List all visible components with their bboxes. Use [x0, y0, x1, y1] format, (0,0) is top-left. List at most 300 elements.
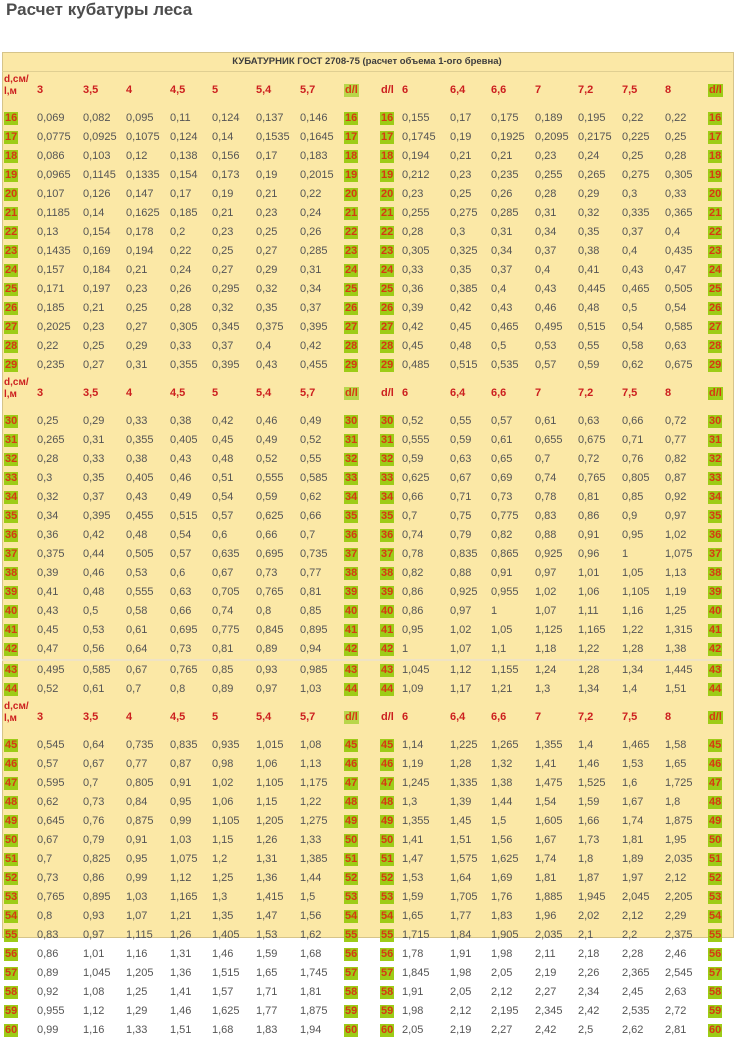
- volume-cell: 0,805: [126, 777, 154, 789]
- volume-cell: 1,105: [212, 815, 240, 827]
- volume-cell: 1,67: [535, 834, 557, 846]
- volume-cell: 0,375: [256, 321, 284, 333]
- volume-cell: 0,185: [170, 207, 198, 219]
- diameter-badge: 60: [709, 1024, 722, 1036]
- volume-cell: 0,66: [622, 415, 644, 427]
- volume-cell: 0,97: [256, 683, 278, 695]
- volume-cell: 0,865: [491, 548, 519, 560]
- volume-cell: 0,48: [126, 529, 148, 541]
- volume-cell: 0,14: [212, 131, 234, 143]
- volume-cell: 2,035: [665, 853, 693, 865]
- volume-cell: 0,5: [83, 605, 99, 617]
- volume-cell: 1,87: [578, 872, 600, 884]
- volume-cell: 1,59: [256, 948, 278, 960]
- volume-cell: 0,33: [126, 415, 148, 427]
- table-row: [2, 412, 732, 431]
- volume-cell: 2,535: [622, 1005, 650, 1017]
- diameter-badge: 36: [381, 529, 394, 541]
- volume-cell: 0,29: [83, 415, 105, 427]
- volume-cell: 0,24: [300, 207, 322, 219]
- volume-cell: 1,355: [535, 739, 563, 751]
- volume-cell: 1,57: [212, 986, 234, 998]
- diameter-badge: 34: [345, 491, 358, 503]
- volume-cell: 0,82: [402, 567, 424, 579]
- diameter-badge: 19: [709, 169, 722, 181]
- volume-cell: 1,83: [256, 1024, 278, 1036]
- volume-cell: 1,2: [212, 853, 228, 865]
- volume-cell: 0,25: [256, 226, 278, 238]
- table-row: [2, 1002, 732, 1021]
- volume-cell: 0,0775: [37, 131, 71, 143]
- volume-cell: 0,25: [37, 415, 59, 427]
- volume-cell: 0,1625: [126, 207, 160, 219]
- volume-cell: 0,495: [37, 664, 65, 676]
- diameter-badge: 19: [381, 169, 394, 181]
- volume-cell: 0,35: [578, 226, 600, 238]
- volume-cell: 0,555: [402, 434, 430, 446]
- volume-cell: 0,66: [402, 491, 424, 503]
- volume-cell: 1,5: [300, 891, 316, 903]
- volume-cell: 0,194: [402, 150, 430, 162]
- volume-cell: 0,212: [402, 169, 430, 181]
- table-row: [2, 659, 732, 680]
- volume-cell: 0,625: [256, 510, 284, 522]
- volume-cell: 0,48: [83, 586, 105, 598]
- volume-cell: 0,22: [300, 188, 322, 200]
- table-row: [2, 356, 732, 375]
- volume-cell: 1,41: [402, 834, 424, 846]
- volume-cell: 0,395: [212, 359, 240, 371]
- volume-cell: 1,41: [535, 758, 557, 770]
- volume-cell: 0,67: [126, 664, 148, 676]
- volume-cell: 0,38: [126, 453, 148, 465]
- diameter-badge: 48: [381, 796, 394, 808]
- volume-cell: 0,445: [578, 283, 606, 295]
- volume-cell: 0,92: [37, 986, 59, 998]
- dl-label: d/l: [381, 711, 394, 723]
- volume-cell: 2,545: [665, 967, 693, 979]
- volume-cell: 1,02: [450, 624, 472, 636]
- diameter-badge: 32: [345, 453, 358, 465]
- volume-cell: 0,34: [300, 283, 322, 295]
- volume-cell: 0,765: [578, 472, 606, 484]
- volume-cell: 1,91: [450, 948, 472, 960]
- diameter-badge: 43: [345, 664, 358, 676]
- table-row: [2, 431, 732, 450]
- volume-cell: 0,495: [535, 321, 563, 333]
- diameter-badge: 24: [709, 264, 722, 276]
- length-header: 5,7: [300, 387, 316, 399]
- volume-cell: 0,46: [256, 415, 278, 427]
- volume-cell: 0,22: [37, 340, 59, 352]
- volume-cell: 0,58: [622, 340, 644, 352]
- volume-cell: 2,1: [578, 929, 594, 941]
- length-header: 4: [126, 84, 133, 96]
- volume-cell: 0,25: [212, 245, 234, 257]
- volume-cell: 0,455: [126, 510, 154, 522]
- volume-cell: 2,5: [578, 1024, 594, 1036]
- volume-cell: 0,405: [170, 434, 198, 446]
- volume-cell: 0,28: [665, 150, 687, 162]
- length-header: 3,5: [83, 84, 99, 96]
- volume-cell: 0,4: [622, 245, 638, 257]
- volume-cell: 0,107: [37, 188, 65, 200]
- diameter-badge: 46: [709, 758, 722, 770]
- volume-cell: 0,59: [450, 434, 472, 446]
- diameter-badge: 54: [381, 910, 394, 922]
- volume-cell: 0,31: [126, 359, 148, 371]
- length-header: 6: [402, 711, 409, 723]
- volume-cell: 0,37: [622, 226, 644, 238]
- volume-cell: 1,165: [578, 624, 606, 636]
- volume-cell: 0,8: [256, 605, 272, 617]
- volume-cell: 0,23: [450, 169, 472, 181]
- volume-cell: 1,65: [256, 967, 278, 979]
- diameter-badge: 40: [709, 605, 722, 617]
- volume-cell: 0,73: [491, 491, 513, 503]
- volume-cell: 1,17: [450, 683, 472, 695]
- volume-cell: 0,225: [622, 131, 650, 143]
- volume-cell: 0,23: [83, 321, 105, 333]
- volume-cell: 0,92: [665, 491, 687, 503]
- diameter-badge: 47: [709, 777, 722, 789]
- volume-cell: 0,12: [126, 150, 148, 162]
- diameter-badge: 53: [709, 891, 722, 903]
- volume-cell: 0,31: [300, 264, 322, 276]
- volume-cell: 0,7: [126, 683, 142, 695]
- diameter-badge: 20: [381, 188, 394, 200]
- diameter-badge: 52: [709, 872, 722, 884]
- volume-cell: 0,75: [450, 510, 472, 522]
- diameter-badge: 29: [345, 359, 358, 371]
- volume-cell: 0,555: [256, 472, 284, 484]
- volume-cell: 0,29: [578, 188, 600, 200]
- volume-cell: 0,154: [83, 226, 111, 238]
- volume-cell: 1,98: [491, 948, 513, 960]
- diameter-badge: 56: [709, 948, 722, 960]
- volume-cell: 1,05: [622, 567, 644, 579]
- volume-cell: 0,29: [256, 264, 278, 276]
- volume-cell: 0,42: [450, 302, 472, 314]
- volume-cell: 1,475: [535, 777, 563, 789]
- diameter-badge: 22: [381, 226, 394, 238]
- volume-cell: 1,35: [212, 910, 234, 922]
- volume-cell: 0,17: [256, 150, 278, 162]
- table-row: [2, 812, 732, 831]
- volume-cell: 0,5: [622, 302, 638, 314]
- volume-cell: 1,015: [256, 739, 284, 751]
- volume-cell: 0,57: [535, 359, 557, 371]
- volume-cell: 0,355: [170, 359, 198, 371]
- volume-cell: 1,745: [300, 967, 328, 979]
- volume-cell: 1,98: [450, 967, 472, 979]
- diameter-badge: 38: [345, 567, 358, 579]
- volume-cell: 1,725: [665, 777, 693, 789]
- volume-cell: 0,095: [126, 112, 154, 124]
- volume-cell: 0,765: [256, 586, 284, 598]
- volume-cell: 1,575: [450, 853, 478, 865]
- volume-cell: 1,74: [622, 815, 644, 827]
- volume-cell: 1,51: [450, 834, 472, 846]
- diameter-badge: 44: [381, 683, 394, 695]
- diameter-badge: 38: [5, 567, 18, 579]
- diameter-badge: 37: [381, 548, 394, 560]
- volume-cell: 0,73: [83, 796, 105, 808]
- dl-label: d/l: [709, 711, 722, 723]
- volume-cell: 1,175: [300, 777, 328, 789]
- volume-cell: 0,62: [622, 359, 644, 371]
- volume-cell: 0,595: [37, 777, 65, 789]
- volume-cell: 0,81: [578, 491, 600, 503]
- volume-cell: 0,32: [256, 283, 278, 295]
- volume-cell: 0,86: [83, 872, 105, 884]
- volume-cell: 0,61: [535, 415, 557, 427]
- volume-cell: 1,69: [491, 872, 513, 884]
- table-row: [2, 166, 732, 185]
- volume-cell: 0,38: [170, 415, 192, 427]
- volume-cell: 0,515: [170, 510, 198, 522]
- volume-cell: 1,14: [402, 739, 424, 751]
- length-header: 5,4: [256, 711, 272, 723]
- volume-cell: 0,58: [126, 605, 148, 617]
- volume-cell: 1,77: [256, 1005, 278, 1017]
- volume-cell: 1,515: [212, 967, 240, 979]
- volume-cell: 0,465: [491, 321, 519, 333]
- volume-cell: 0,184: [83, 264, 111, 276]
- volume-cell: 0,275: [450, 207, 478, 219]
- diameter-badge: 41: [709, 624, 722, 636]
- volume-cell: 0,0965: [37, 169, 71, 181]
- diameter-badge: 55: [5, 929, 18, 941]
- volume-cell: 0,3: [450, 226, 466, 238]
- volume-cell: 1,46: [578, 758, 600, 770]
- volume-cell: 0,173: [212, 169, 240, 181]
- volume-cell: 0,9: [622, 510, 638, 522]
- volume-cell: 1,77: [450, 910, 472, 922]
- volume-cell: 0,14: [83, 207, 105, 219]
- volume-cell: 1,62: [300, 929, 322, 941]
- table-row: [2, 640, 732, 659]
- volume-cell: 0,74: [212, 605, 234, 617]
- volume-cell: 0,26: [491, 188, 513, 200]
- volume-cell: 1,155: [491, 664, 519, 676]
- volume-cell: 0,1925: [491, 131, 525, 143]
- diameter-badge: 27: [345, 321, 358, 333]
- diameter-badge: 43: [381, 664, 394, 676]
- diameter-badge: 59: [345, 1005, 358, 1017]
- volume-cell: 0,555: [126, 586, 154, 598]
- volume-cell: 0,21: [126, 264, 148, 276]
- volume-cell: 0,178: [126, 226, 154, 238]
- diameter-badge: 50: [345, 834, 358, 846]
- volume-cell: 0,4: [491, 283, 507, 295]
- volume-cell: 0,99: [126, 872, 148, 884]
- volume-cell: 0,875: [126, 815, 154, 827]
- volume-cell: 0,19: [450, 131, 472, 143]
- volume-cell: 0,36: [37, 529, 59, 541]
- volume-cell: 1,56: [491, 834, 513, 846]
- volume-cell: 1,51: [170, 1024, 192, 1036]
- volume-cell: 0,77: [126, 758, 148, 770]
- volume-cell: 0,54: [170, 529, 192, 541]
- volume-cell: 0,99: [37, 1024, 59, 1036]
- volume-cell: 0,51: [212, 472, 234, 484]
- diameter-badge: 39: [381, 586, 394, 598]
- volume-cell: 0,95: [622, 529, 644, 541]
- diameter-badge: 25: [345, 283, 358, 295]
- volume-cell: 1,705: [450, 891, 478, 903]
- volume-cell: 0,325: [450, 245, 478, 257]
- volume-cell: 0,335: [622, 207, 650, 219]
- volume-cell: 1,98: [402, 1005, 424, 1017]
- diameter-badge: 23: [381, 245, 394, 257]
- volume-cell: 1,265: [491, 739, 519, 751]
- volume-cell: 0,185: [37, 302, 65, 314]
- diameter-badge: 27: [709, 321, 722, 333]
- volume-cell: 1,385: [300, 853, 328, 865]
- volume-cell: 0,155: [402, 112, 430, 124]
- volume-cell: 2,81: [665, 1024, 687, 1036]
- volume-cell: 1,91: [402, 986, 424, 998]
- volume-cell: 1,22: [578, 643, 600, 655]
- volume-cell: 1,19: [402, 758, 424, 770]
- diameter-badge: 19: [5, 169, 18, 181]
- diameter-badge: 56: [381, 948, 394, 960]
- volume-cell: 0,61: [126, 624, 148, 636]
- volume-cell: 0,93: [256, 664, 278, 676]
- volume-cell: 0,35: [256, 302, 278, 314]
- diameter-badge: 52: [381, 872, 394, 884]
- length-header: 5,4: [256, 387, 272, 399]
- diameter-badge: 40: [5, 605, 18, 617]
- volume-cell: 2,42: [578, 1005, 600, 1017]
- volume-cell: 2,27: [535, 986, 557, 998]
- volume-cell: 1,115: [126, 929, 153, 941]
- volume-cell: 0,47: [37, 643, 59, 655]
- volume-cell: 0,305: [402, 245, 430, 257]
- diameter-badge: 51: [5, 853, 18, 865]
- volume-cell: 0,103: [83, 150, 111, 162]
- volume-cell: 1,07: [126, 910, 148, 922]
- volume-cell: 0,355: [126, 434, 154, 446]
- volume-cell: 0,67: [83, 758, 105, 770]
- diameter-badge: 56: [5, 948, 18, 960]
- volume-cell: 0,137: [256, 112, 284, 124]
- table-row: [2, 964, 732, 983]
- volume-cell: 1,02: [535, 586, 557, 598]
- volume-cell: 0,24: [170, 264, 192, 276]
- volume-cell: 0,86: [402, 586, 424, 598]
- volume-cell: 0,265: [578, 169, 606, 181]
- volume-cell: 0,66: [170, 605, 192, 617]
- diameter-badge: 32: [709, 453, 722, 465]
- diameter-badge: 50: [381, 834, 394, 846]
- diameter-badge: 39: [5, 586, 18, 598]
- diameter-badge: 38: [709, 567, 722, 579]
- length-header: 5,4: [256, 84, 272, 96]
- dl-label: d/l: [381, 387, 394, 399]
- table-row: [2, 831, 732, 850]
- volume-cell: 0,63: [665, 340, 687, 352]
- volume-cell: 2,72: [665, 1005, 687, 1017]
- volume-cell: 0,365: [665, 207, 693, 219]
- volume-cell: 1,275: [300, 815, 328, 827]
- volume-cell: 0,21: [450, 150, 472, 162]
- volume-cell: 0,775: [491, 510, 519, 522]
- diameter-badge: 57: [381, 967, 394, 979]
- volume-cell: 0,57: [170, 548, 192, 560]
- volume-cell: 1,74: [535, 853, 557, 865]
- volume-cell: 0,76: [83, 815, 105, 827]
- volume-cell: 0,156: [212, 150, 240, 162]
- volume-cell: 0,89: [37, 967, 59, 979]
- diameter-badge: 58: [381, 986, 394, 998]
- volume-cell: 0,169: [83, 245, 111, 257]
- volume-cell: 0,465: [622, 283, 650, 295]
- diameter-badge: 25: [709, 283, 722, 295]
- volume-cell: 0,197: [83, 283, 111, 295]
- volume-cell: 0,96: [578, 548, 600, 560]
- volume-cell: 1,06: [578, 586, 600, 598]
- dl-label: d/l: [381, 84, 394, 96]
- diameter-badge: 33: [381, 472, 394, 484]
- volume-cell: 0,635: [212, 548, 240, 560]
- volume-cell: 0,19: [256, 169, 278, 181]
- volume-cell: 0,45: [37, 624, 59, 636]
- diameter-badge: 51: [709, 853, 722, 865]
- volume-cell: 0,46: [170, 472, 192, 484]
- volume-cell: 1,02: [665, 529, 687, 541]
- volume-cell: 0,81: [300, 586, 322, 598]
- volume-cell: 0,33: [665, 188, 687, 200]
- volume-cell: 0,735: [300, 548, 328, 560]
- length-header: 7: [535, 84, 542, 96]
- volume-cell: 0,505: [665, 283, 693, 295]
- volume-cell: 0,4: [256, 340, 272, 352]
- table-row: [2, 337, 732, 356]
- volume-cell: 0,85: [212, 664, 234, 676]
- volume-cell: 0,65: [491, 453, 513, 465]
- volume-cell: 0,171: [37, 283, 65, 295]
- volume-cell: 1,95: [665, 834, 687, 846]
- length-header: 7,5: [622, 84, 638, 96]
- volume-cell: 1,03: [170, 834, 192, 846]
- volume-cell: 1,075: [170, 853, 198, 865]
- volume-cell: 1,715: [402, 929, 430, 941]
- volume-cell: 2,045: [622, 891, 650, 903]
- volume-cell: 0,99: [170, 815, 192, 827]
- dl-label: d/l: [345, 84, 358, 96]
- table-row: [2, 526, 732, 545]
- volume-cell: 0,39: [402, 302, 424, 314]
- volume-cell: 1,13: [665, 567, 687, 579]
- volume-cell: 2,11: [535, 948, 556, 960]
- volume-cell: 1,29: [126, 1005, 148, 1017]
- volume-cell: 0,25: [126, 302, 148, 314]
- volume-cell: 1,11: [578, 605, 599, 617]
- volume-cell: 0,59: [402, 453, 424, 465]
- diameter-badge: 36: [709, 529, 722, 541]
- volume-cell: 1,58: [665, 739, 687, 751]
- volume-cell: 1,66: [578, 815, 600, 827]
- volume-cell: 1,8: [578, 853, 594, 865]
- volume-cell: 1,38: [665, 643, 687, 655]
- volume-cell: 0,54: [622, 321, 644, 333]
- volume-cell: 0,124: [212, 112, 240, 124]
- volume-cell: 1,07: [450, 643, 472, 655]
- volume-cell: 1,06: [256, 758, 278, 770]
- volume-cell: 0,97: [83, 929, 105, 941]
